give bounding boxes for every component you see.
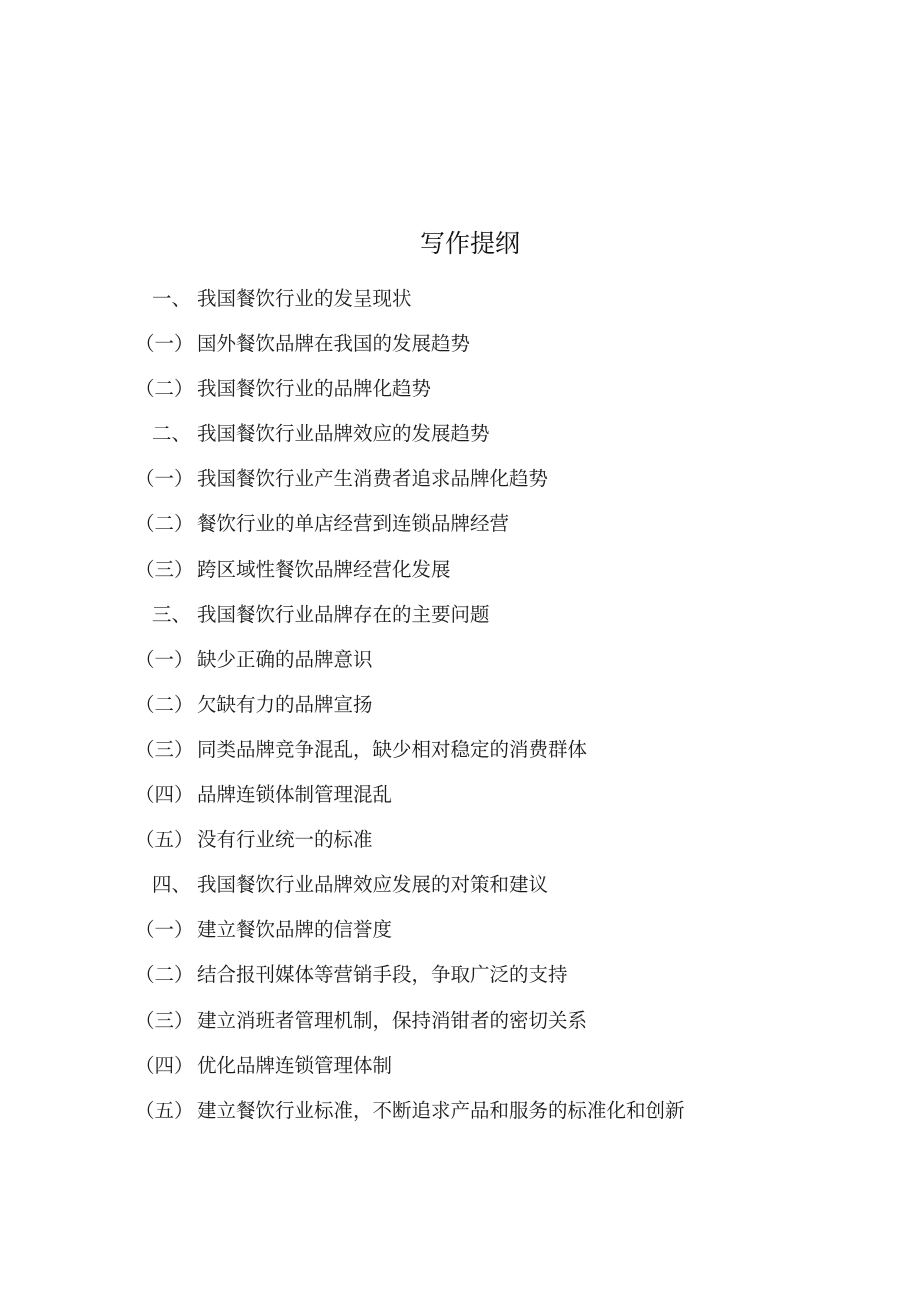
outline-text: 建立消班者管理机制，保持消钳者的密切关系	[197, 1008, 588, 1032]
outline-subitem	[0, 1006, 920, 1051]
outline-text: 同类品牌竞争混乱，缺少相对稳定的消费群体	[197, 737, 588, 761]
outline-text: 国外餐饮品牌在我国的发展趋势	[197, 332, 471, 356]
outline-marker: （二）	[135, 692, 194, 716]
document-title: 写作提纲	[419, 229, 520, 258]
outline-marker: （一）	[135, 467, 194, 491]
outline-text: 我国餐饮行业的发呈现状	[197, 287, 412, 310]
outline-subitem	[0, 690, 920, 735]
outline-marker: 一、	[152, 287, 192, 310]
outline-text: 欠缺有力的品牌宣扬	[197, 692, 373, 716]
outline-marker: （二）	[135, 512, 194, 536]
outline-marker: （一）	[135, 332, 194, 356]
outline-subitem	[0, 645, 920, 690]
outline-text: 我国餐饮行业产生消费者追求品牌化趋势	[197, 467, 549, 491]
outline-marker: （四）	[135, 783, 194, 807]
outline-list	[0, 284, 920, 1141]
outline-marker: 二、	[152, 422, 192, 446]
outline-text: 我国餐饮行业品牌效应发展的对策和建议	[197, 873, 549, 897]
outline-subitem	[0, 329, 920, 374]
outline-subitem	[0, 915, 920, 960]
outline-subitem	[0, 1096, 920, 1141]
outline-subitem	[0, 780, 920, 825]
outline-subitem	[0, 825, 920, 870]
outline-text: 我国餐饮行业品牌效应的发展趋势	[197, 422, 490, 446]
outline-section-2	[0, 419, 920, 464]
outline-section-3	[0, 600, 920, 645]
outline-text: 优化品牌连锁管理体制	[197, 1053, 393, 1077]
outline-text: 我国餐饮行业的品牌化趋势	[197, 377, 432, 401]
outline-subitem	[0, 509, 920, 554]
outline-marker: （一）	[135, 918, 194, 942]
outline-text: 我国餐饮行业品牌存在的主要问题	[197, 602, 490, 626]
outline-marker: （一）	[135, 647, 194, 671]
outline-marker: 三、	[152, 602, 192, 626]
outline-subitem	[0, 735, 920, 780]
outline-text: 建立餐饮行业标准，不断追求产品和服务的标准化和创新	[197, 1098, 685, 1122]
outline-section-1	[0, 284, 920, 329]
outline-subitem	[0, 464, 920, 509]
outline-section-4	[0, 870, 920, 915]
outline-text: 结合报刊媒体等营销手段，争取广泛的支持	[197, 963, 568, 987]
outline-subitem	[0, 960, 920, 1005]
outline-text: 没有行业统一的标准	[197, 828, 373, 852]
outline-text: 跨区域性餐饮品牌经营化发展	[197, 557, 451, 581]
outline-subitem	[0, 374, 920, 419]
outline-marker: （五）	[135, 1098, 194, 1122]
outline-marker: （三）	[135, 557, 194, 581]
outline-marker: （二）	[135, 963, 194, 987]
outline-subitem	[0, 1051, 920, 1096]
outline-marker: （五）	[135, 828, 194, 852]
outline-marker: （二）	[135, 377, 194, 401]
outline-text: 缺少正确的品牌意识	[197, 647, 373, 671]
outline-marker: （三）	[135, 1008, 194, 1032]
outline-marker: （三）	[135, 737, 194, 761]
outline-text: 餐饮行业的单店经营到连锁品牌经营	[197, 512, 510, 536]
outline-subitem	[0, 555, 920, 600]
outline-marker: 四、	[152, 873, 192, 897]
outline-marker: （四）	[135, 1053, 194, 1077]
outline-text: 建立餐饮品牌的信誉度	[197, 918, 393, 942]
outline-text: 品牌连锁体制管理混乱	[197, 783, 393, 807]
